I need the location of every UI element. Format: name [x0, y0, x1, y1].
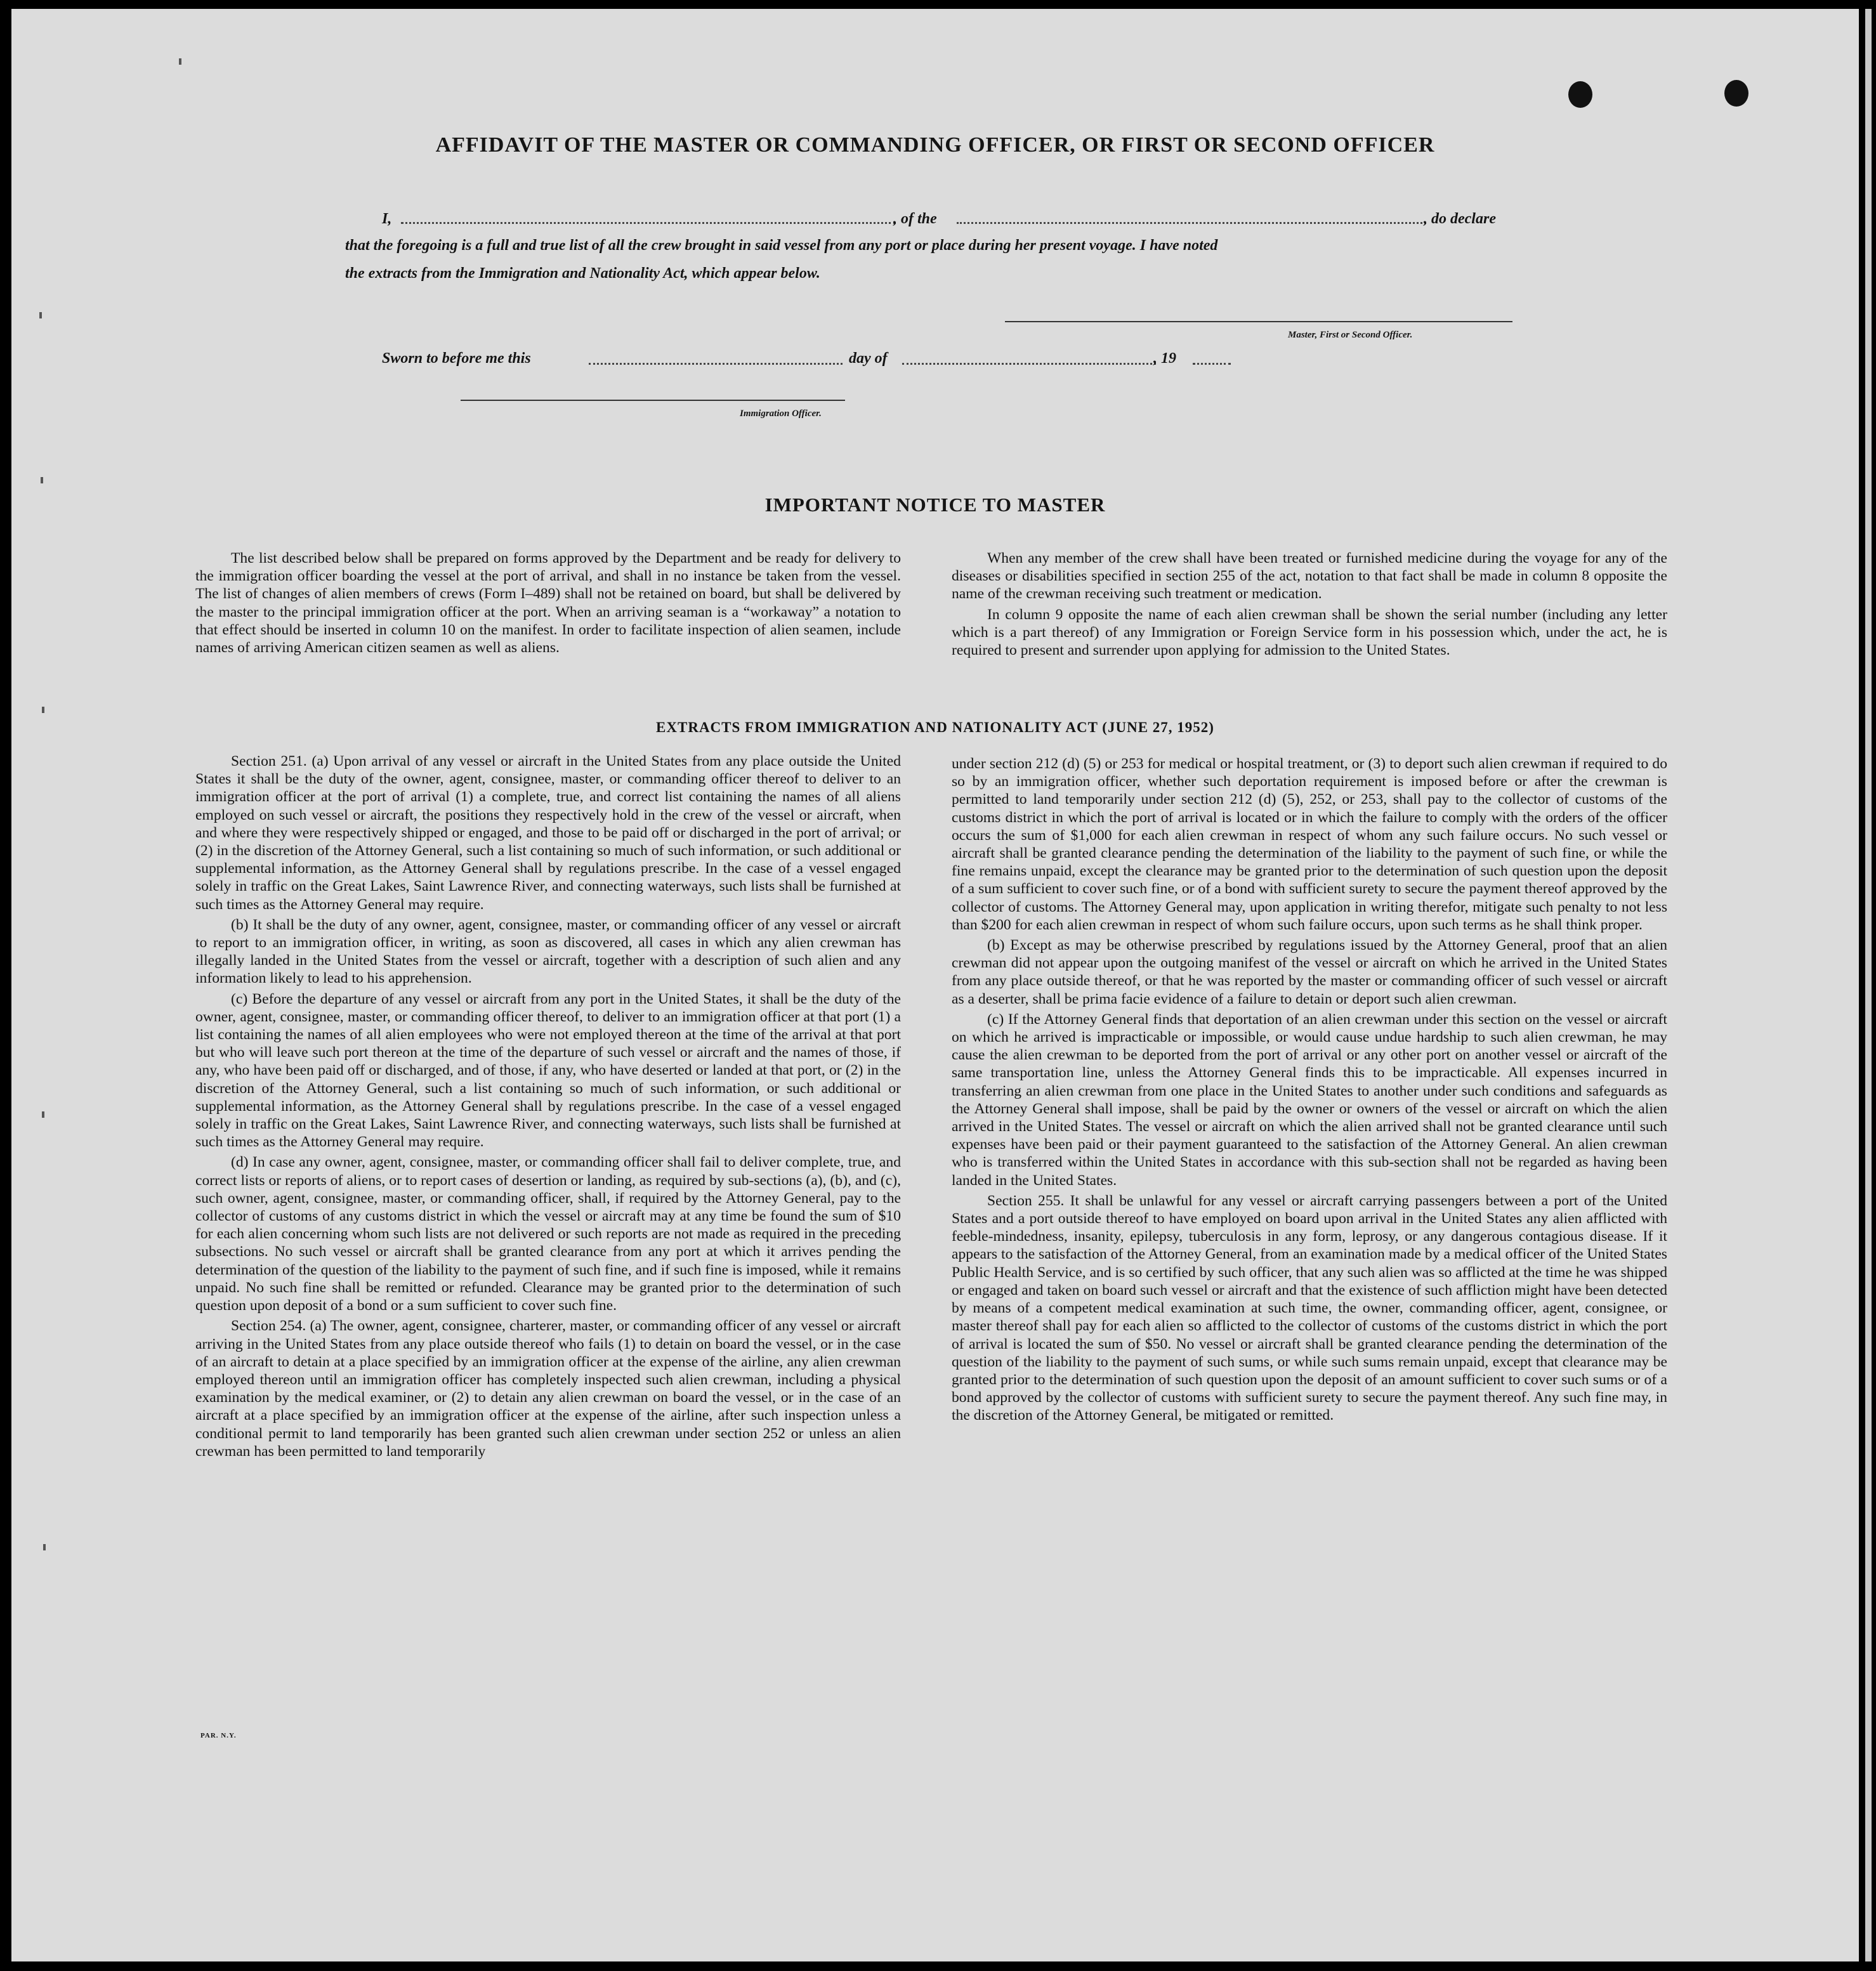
extracts-title: EXTRACTS FROM IMMIGRATION AND NATIONALITY ACT (JUNE 27, 1952)	[656, 719, 1214, 735]
affidavit-statement-line: that the foregoing is a full and true list of all the crew brought in said vessel from any port or place during her present voyage. I have noted	[345, 237, 1218, 254]
right-edge-strip	[1865, 9, 1872, 1961]
sworn-label: Sworn to before me this	[382, 350, 531, 367]
extract-paragraph: (c) If the Attorney General finds that deportation of an alien crewman under this section on the vessel or aircraft on which he arrived is impracticable or impossible, or would cause undue hardship to such alien crewman, he may cause the alien crewman to be deported from the port of arrival or any other port on another vessel or aircraft of the same transportation line, unless the Attorney General finds this to be impracticable. All expenses incurred in transferring an alien crewman from one place in the United States to another under such conditions and safeguards as the Attorney General shall impose, shall be paid by the owner or owners of the vessel or aircraft on which the alien arrived in the United States. The vessel or aircraft on which the alien arrived shall not be granted clearance until such expenses have been paid or their payment guaranteed to the satisfaction of the Attorney General. An alien crewman who is transferred within the United States in accordance with this sub-section shall not be regarded as having been landed in the United States.	[952, 1011, 1667, 1189]
margin-tick	[41, 477, 43, 483]
vessel-field[interactable]	[957, 221, 1426, 224]
margin-tick	[42, 1111, 44, 1118]
master-signature-line[interactable]	[1005, 321, 1512, 322]
extracts-right-column	[952, 755, 1667, 1425]
notice-right-column	[952, 549, 1667, 659]
name-field[interactable]	[401, 221, 896, 224]
extract-paragraph: Section 251. (a) Upon arrival of any vessel or aircraft in the United States from any place outside the United States it shall be the duty of the owner, agent, consignee, master, or commanding officer thereof to deliver to an immigration officer at the port of arrival (1) a complete, true, and correct list containing the names of all aliens employed on such vessel or aircraft, the positions they respectively hold in the crew of the vessel or aircraft, when and where they were respectively shipped or engaged, and those to be paid off or discharged in the port of arrival; or (2) in the discretion of the Attorney General, such a list containing so much of such information, or such additional or supplemental information, as the Attorney General shall by regulations prescribe. In the case of a vessel engaged solely in traffic on the Great Lakes, Saint Lawrence River, and connecting waterways, such lists shall be furnished at such times as the Attorney General may require.	[195, 753, 901, 913]
officer-signature-caption: Immigration Officer.	[740, 409, 822, 419]
day-of-label: day of	[849, 350, 888, 367]
extract-paragraph: Section 254. (a) The owner, agent, consignee, charterer, master, or commanding officer of any vessel or aircraft arriving in the United States from any place outside thereof who fails (1) to detain on board the vessel, or in the case of an aircraft to detain at a place specified by an immigration officer at the expense of the airline, any alien crewman employed thereon until an immigration officer has completely inspected such alien crewman, including a physical examination by the medical examiner, or (2) to detain any alien crewman on board the vessel, or in the case of an aircraft at a place specified by an immigration officer at the expense of the airline, after such inspection unless a conditional permit to land temporarily has been granted such alien crewman under section 252 or unless an alien crewman has been permitted to land temporarily	[195, 1318, 901, 1460]
officer-signature-line[interactable]	[461, 400, 845, 401]
sworn-year-field[interactable]	[1193, 362, 1231, 365]
notice-paragraph: The list described below shall be prepared on forms approved by the Department and be ready for delivery to the immigration officer boarding the vessel at the port of arrival, and shall in no instance be taken from the vessel. The list of changes of alien members of crews (Form I–489) shall not be retained on board, but shall be delivered by the master to the principal immigration officer at the port. When an arriving seaman is a “workaway” a notation to that effect should be inserted in column 10 on the manifest. In order to facilitate inspection of alien seamen, include names of arriving American citizen seamen as well as aliens.	[195, 550, 901, 657]
of-the-label: , of the	[893, 211, 937, 227]
printer-mark: PAR. N.Y.	[200, 1732, 237, 1739]
do-declare-label: , do declare	[1424, 211, 1496, 227]
affidavit-title: AFFIDAVIT OF THE MASTER OR COMMANDING OFFICER, OR FIRST OR SECOND OFFICER	[435, 133, 1435, 157]
extract-paragraph: Section 255. It shall be unlawful for any vessel or aircraft carrying passengers between a port of the United States and a port outside thereof to have employed on board upon arrival in the United States any alien afflicted with feeble-mindedness, insanity, epilepsy, tuberculosis in any form, leprosy, or any dangerous contagious disease. If it appears to the satisfaction of the Attorney General, from an examination made by a medical officer of the United States Public Health Service, and is so certified by such officer, that any such alien was so afflicted at the time he was shipped or engaged and taken on board such vessel or aircraft and that the existence of such affliction might have been detected by means of a competent medical examination at such time, the owner, commanding officer, agent, consignee, or master thereof shall pay for each alien so afflicted to the collector of customs of the customs district in which the port of arrival is located the sum of $50. No vessel or aircraft shall be granted clearance pending the determination of the question of the liability to the payment of such sums, or while such sums remain unpaid, except that clearance may be granted prior to the determination of such question upon the deposit of an amount sufficient to cover such sums or of a bond approved by the collector of customs with sufficient surety to secure the payment thereof. Any such fine may, in the discretion of the Attorney General, be mitigated or remitted.	[952, 1192, 1667, 1424]
notice-title: IMPORTANT NOTICE TO MASTER	[764, 494, 1106, 516]
notice-paragraph: In column 9 opposite the name of each alien crewman shall be shown the serial number (including any letter which is a part thereof) of any Immigration or Foreign Service form in his possession which, under the act, he is required to present and surrender upon applying for admission to the United States.	[952, 606, 1667, 659]
document-page	[11, 9, 1859, 1961]
margin-tick	[42, 707, 44, 713]
punch-hole-right	[1724, 80, 1748, 107]
affidavit-i-label: I,	[382, 211, 392, 227]
affidavit-statement-line: the extracts from the Immigration and Nationality Act, which appear below.	[345, 265, 820, 282]
notice-paragraph: When any member of the crew shall have been treated or furnished medicine during the voyage for any of the diseases or disabilities specified in section 255 of the act, notation to that fact shall be made in column 8 opposite the name of the crewman receiving such treatment or medication.	[952, 550, 1667, 603]
notice-left-column	[195, 549, 901, 657]
margin-tick	[43, 1544, 46, 1550]
extract-paragraph: under section 212 (d) (5) or 253 for medical or hospital treatment, or (3) to deport such alien crewman if required to do so by an immigration officer, whether such deportation requirement is imposed before or after the crewman is permitted to land temporarily under section 212 (d) (5), 252, or 253, shall pay to the collector of customs of the customs district in which the port of arrival is located or in which the failure to comply with the orders of the officer occurs the sum of $1,000 for each alien crewman in respect of whom any such failure occurs. No such vessel or aircraft shall be granted clearance pending the determination of the liability to the payment of such fine, or while the fine remains unpaid, except the clearance may be granted prior to the determination of such question upon the deposit of a sum sufficient to cover such fine, or of a bond with sufficient surety to secure the payment thereof approved by the collector of customs. The Attorney General may, upon application in writing therefor, mitigate such penalty to not less than $200 for each alien crewman in respect of whom such failure occurs, upon such terms as he shall think proper.	[952, 756, 1667, 933]
sworn-day-field[interactable]	[589, 362, 843, 365]
extract-paragraph: (b) Except as may be otherwise prescribed by regulations issued by the Attorney General, proof that an alien crewman did not appear upon the outgoing manifest of the vessel or aircraft on which he arrived in the United States from any place outside thereof, or that he was reported by the master or commanding officer of such vessel or aircraft as a deserter, shall be prima facie evidence of a failure to detain or deport such alien crewman.	[952, 937, 1667, 1007]
extract-paragraph: (c) Before the departure of any vessel or aircraft from any port in the United States, it shall be the duty of the owner, agent, consignee, master, or commanding officer thereof, to deliver to an immigration officer at that port (1) a list containing the names of all alien employees who were not employed thereon at the time of the arrival at that port but who will leave such port thereon at the time of the departure of such vessel or aircraft and the names of those, if any, who have been paid off or discharged, and of those, if any, who have deserted or landed at that port, or (2) in the discretion of the Attorney General, such a list containing so much of such information, or such additional or supplemental information, as the Attorney General shall by regulations prescribe. In the case of a vessel engaged solely in traffic on the Great Lakes, Saint Lawrence River, and connecting waterways, such lists shall be furnished at such times as the Attorney General may require.	[195, 990, 901, 1151]
extracts-left-column	[195, 752, 901, 1460]
margin-tick	[39, 312, 42, 318]
margin-tick	[179, 58, 181, 65]
punch-hole-left	[1568, 81, 1592, 108]
year-label: , 19	[1153, 350, 1176, 367]
sworn-month-field[interactable]	[902, 362, 1156, 365]
extract-paragraph: (b) It shall be the duty of any owner, agent, consignee, master, or commanding officer of any vessel or aircraft to report to an immigration officer, in writing, as soon as discovered, all cases in which any alien crewman has illegally landed in the United States from the vessel or aircraft, together with a description of such alien and any information likely to lead to his apprehension.	[195, 916, 901, 987]
extract-paragraph: (d) In case any owner, agent, consignee, master, or commanding officer shall fail to deliver complete, true, and correct lists or reports of aliens, or to report cases of desertion or landing, as required by sub-sections (a), (b), and (c), such owner, agent, consignee, master, or commanding officer, shall, if required by the Attorney General, pay to the collector of customs of any customs district in which the vessel or aircraft may at any time be found the sum of $10 for each alien concerning whom such lists are not delivered or such reports are not made as required in the preceding subsections. No such vessel or aircraft shall be granted clearance from any port at which it arrives pending the determination of the question of the liability to the payment of such fine, and if such fine is imposed, while it remains unpaid. No such fine shall be remitted or refunded. Clearance may be granted prior to the determination of such question upon deposit of a bond or a sum sufficient to cover such fine.	[195, 1154, 901, 1314]
master-signature-caption: Master, First or Second Officer.	[1288, 330, 1413, 340]
